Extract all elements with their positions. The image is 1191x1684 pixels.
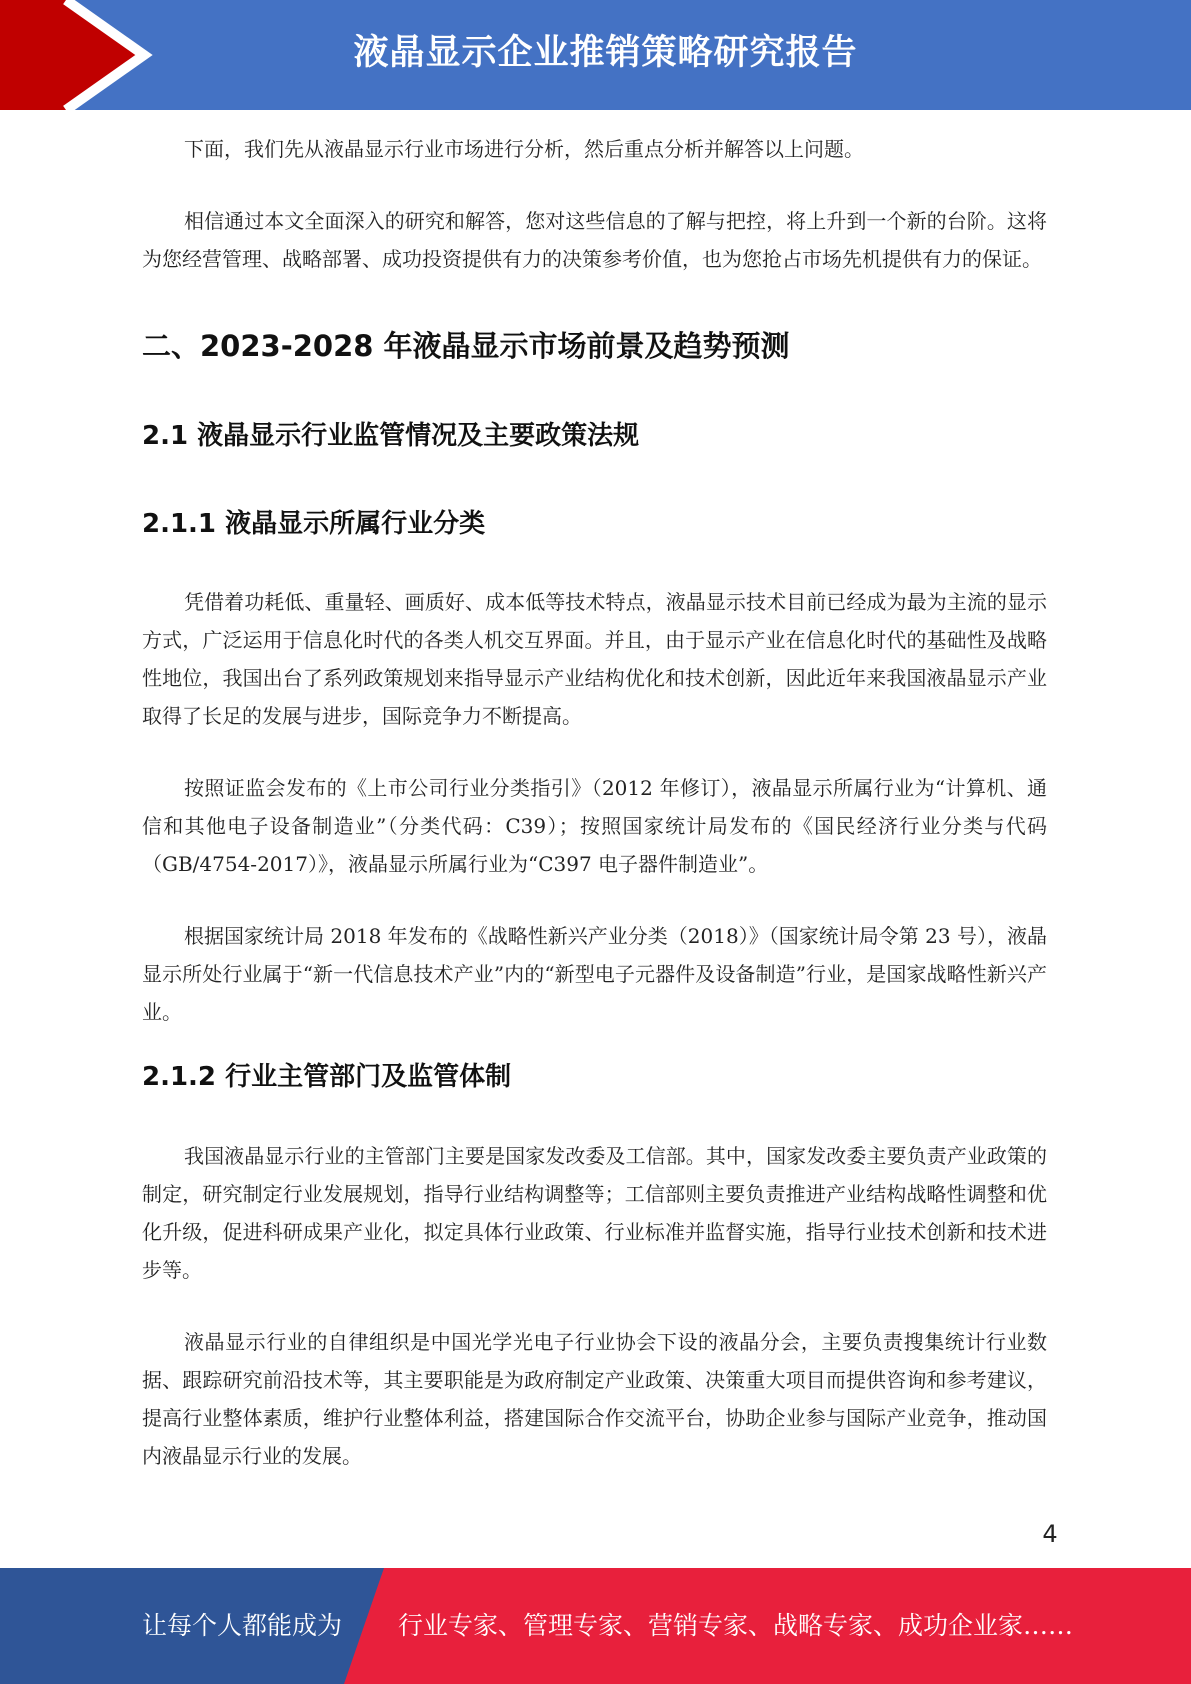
section-heading-2: 二、2023-2028 年液晶显示市场前景及趋势预测: [142, 329, 790, 363]
paragraph-industry-classification: 按照证监会发布的《上市公司行业分类指引》（2012 年修订），液晶显示所属行业为“计算机、通信和其他电子设备制造业”（分类代码：C39）；按照国家统计局发布的《国民经济行业分类与代码（GB/4754-2017）》，液晶显示所属行业为“C397 电子器件制造业”。: [142, 776, 1047, 876]
page-number: 4: [1042, 1520, 1058, 1548]
paragraph-strategic-industry: 根据国家统计局 2018 年发布的《战略性新兴产业分类（2018）》（国家统计局令第 23 号），液晶显示所处行业属于“新一代信息技术产业”内的“新型电子元器件及设备制造”行业，是国家战略性新兴产业。: [142, 924, 1047, 1024]
report-title: 液晶显示企业推销策略研究报告: [353, 33, 858, 73]
page-body: [142, 130, 1047, 1475]
subsection-heading-2-1: 2.1 液晶显示行业监管情况及主要政策法规: [142, 421, 640, 451]
page-header-band: [0, 0, 1191, 110]
subsection-heading-2-1-1: 2.1.1 液晶显示所属行业分类: [142, 509, 486, 539]
paragraph-intro: 下面，我们先从液晶显示行业市场进行分析，然后重点分析并解答以上问题。: [184, 137, 864, 161]
page-footer-band: [0, 1568, 1191, 1684]
footer-slogan-right: 行业专家、管理专家、营销专家、战略专家、成功企业家……: [398, 1611, 1074, 1640]
paragraph-value: 相信通过本文全面深入的研究和解答，您对这些信息的了解与把控，将上升到一个新的台阶。这将为您经营管理、战略部署、成功投资提供有力的决策参考价值，也为您抢占市场先机提供有力的保证。: [142, 209, 1047, 271]
footer-slogan-left: 让每个人都能成为: [142, 1611, 343, 1640]
paragraph-tech-features: 凭借着功耗低、重量轻、画质好、成本低等技术特点，液晶显示技术目前已经成为最为主流的显示方式，广泛运用于信息化时代的各类人机交互界面。并且，由于显示产业在信息化时代的基础性及战略性地位，我国出台了系列政策规划来指导显示产业结构优化和技术创新，因此近年来我国液晶显示产业取得了长足的发展与进步，国际竞争力不断提高。: [142, 590, 1047, 728]
paragraph-self-regulation: 液晶显示行业的自律组织是中国光学光电子行业协会下设的液晶分会，主要负责搜集统计行业数据、跟踪研究前沿技术等，其主要职能是为政府制定产业政策、决策重大项目而提供咨询和参考建议，提高行业整体素质，维护行业整体利益，搭建国际合作交流平台，协助企业参与国际产业竞争，推动国内液晶显示行业的发展。: [142, 1330, 1047, 1468]
subsection-heading-2-1-2: 2.1.2 行业主管部门及监管体制: [142, 1062, 512, 1092]
paragraph-regulators: 我国液晶显示行业的主管部门主要是国家发改委及工信部。其中，国家发改委主要负责产业政策的制定，研究制定行业发展规划，指导行业结构调整等；工信部则主要负责推进产业结构战略性调整和优化升级，促进科研成果产业化，拟定具体行业政策、行业标准并监督实施，指导行业技术创新和技术进步等。: [142, 1144, 1047, 1282]
